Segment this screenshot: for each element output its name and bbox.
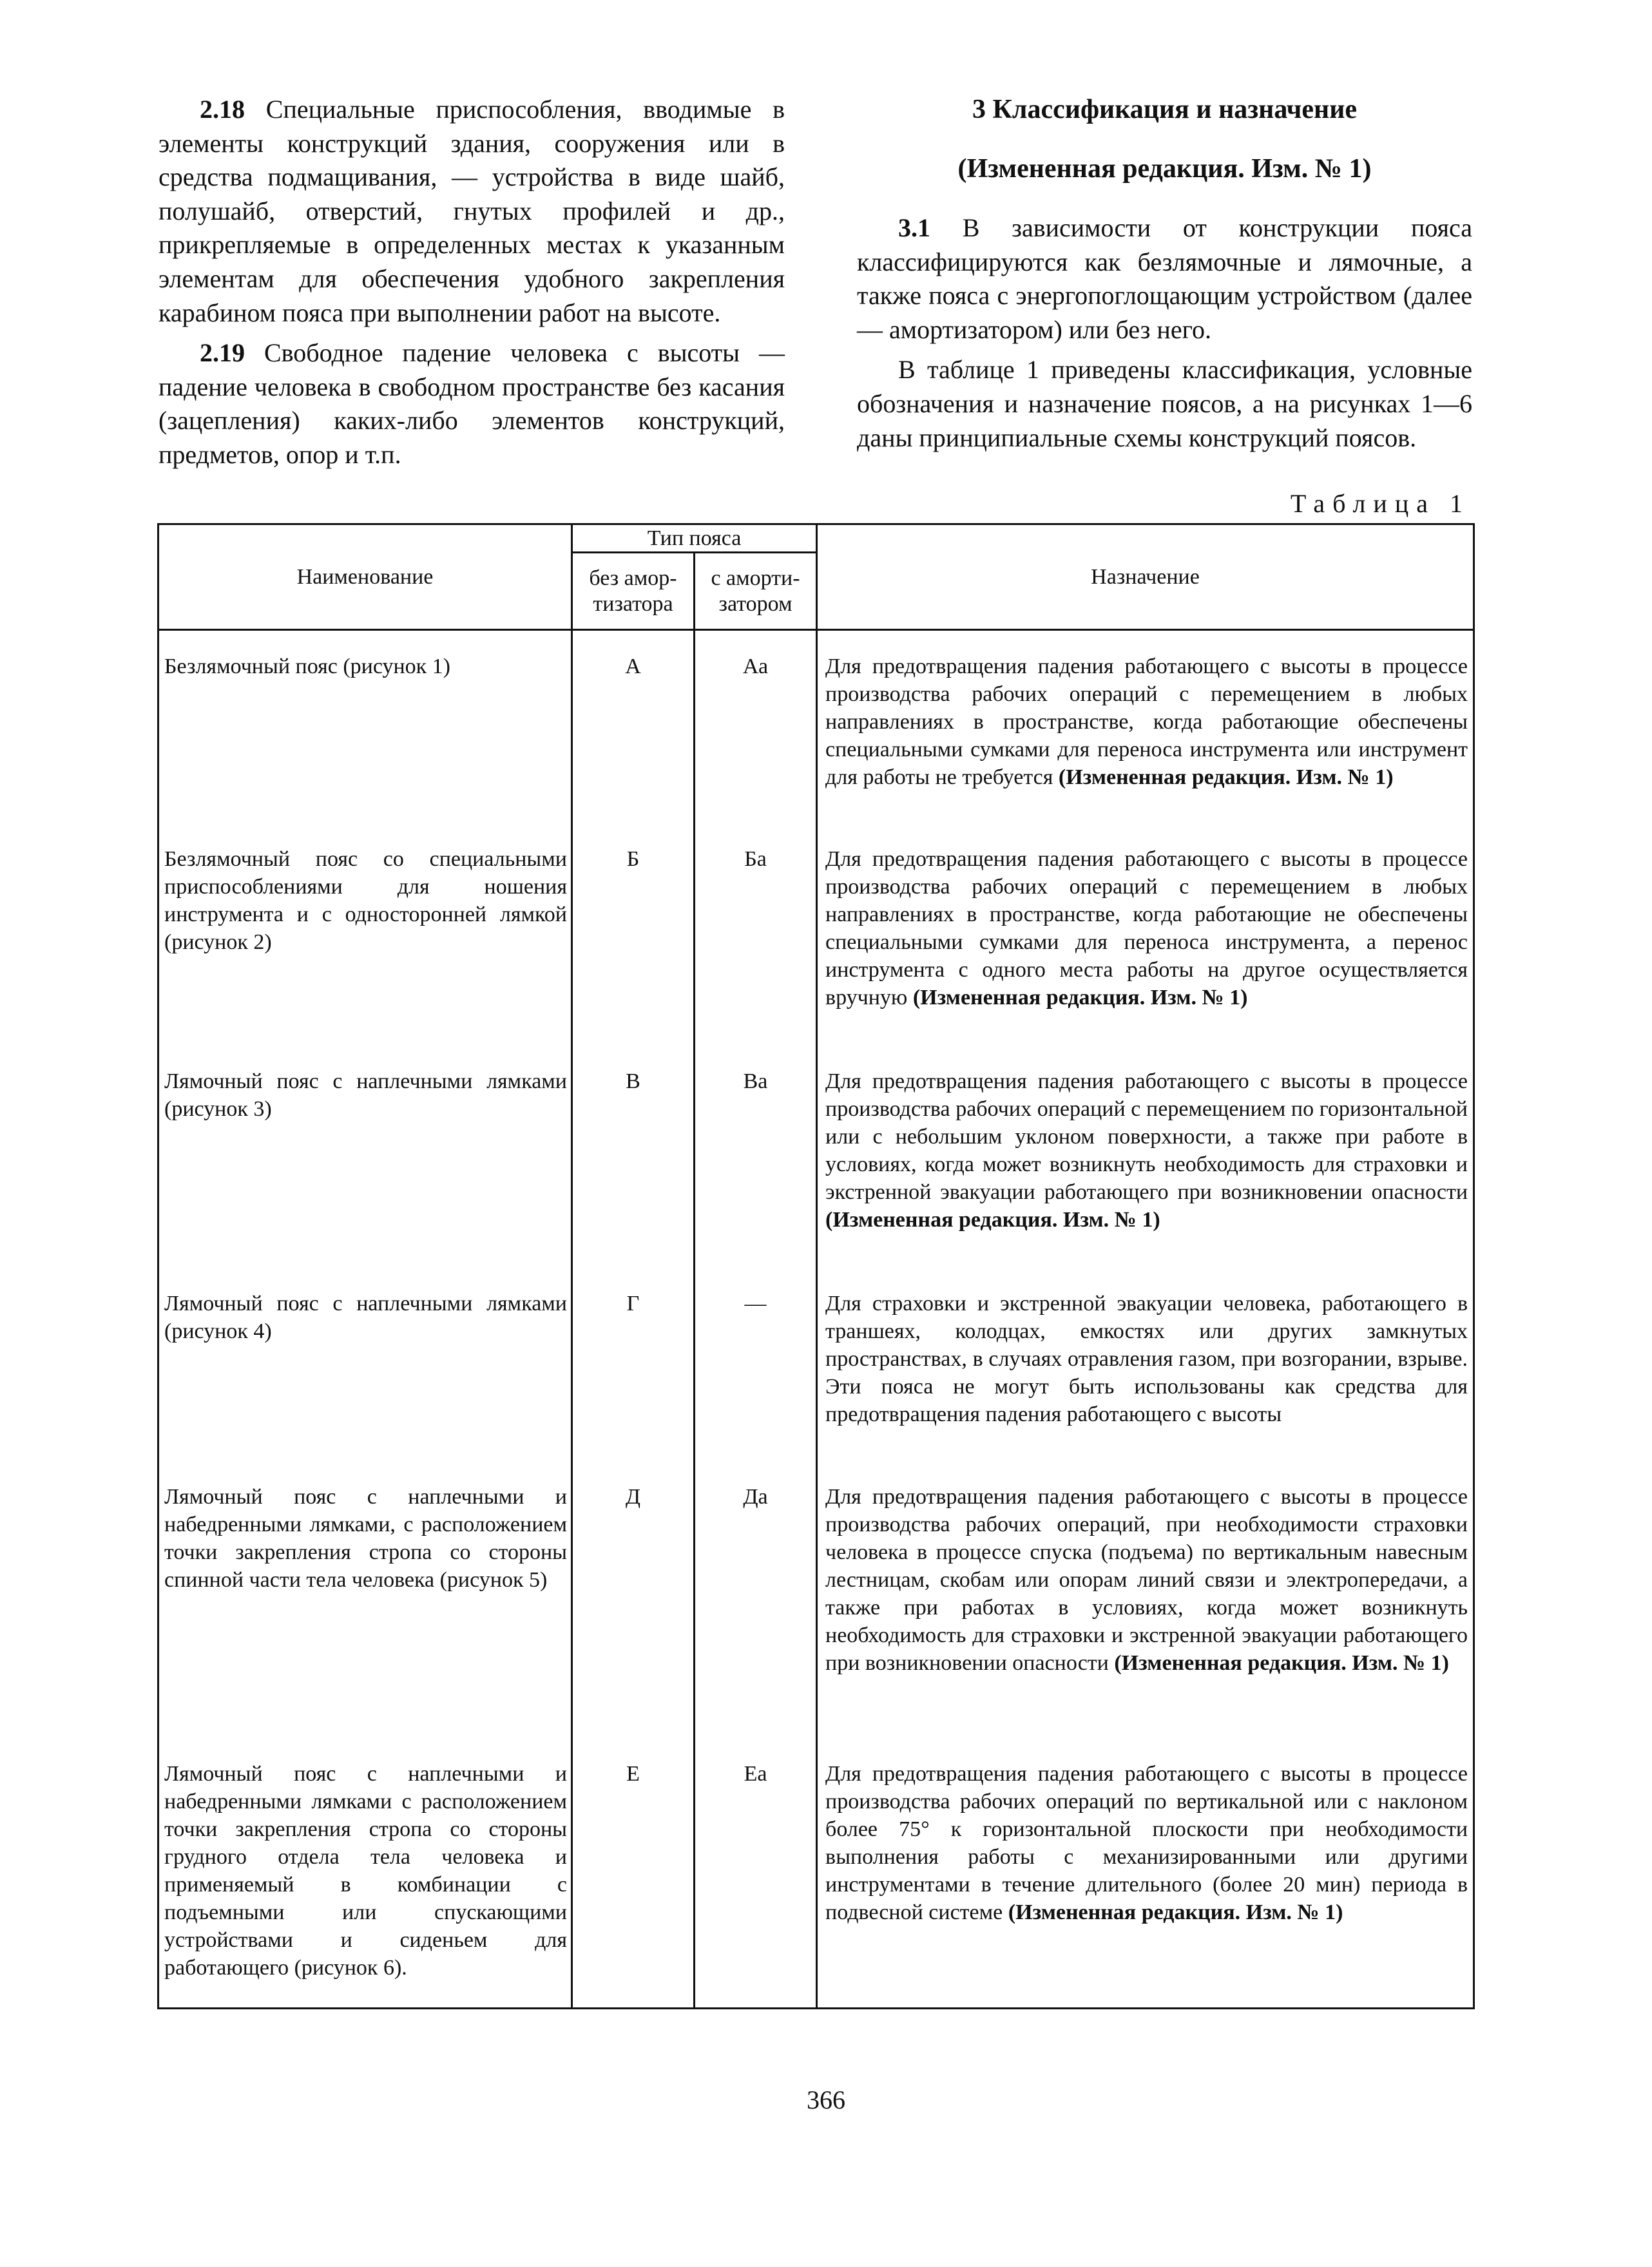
code-with-absorber: Еа — [695, 1738, 817, 2009]
code-with-absorber: Аа — [695, 630, 817, 823]
clause-text: Свободное падение человека с высоты — падение человека в свободном пространстве без касания (зацепления) каких-либо элементов конструкций, предметов, опор и т.п. — [158, 338, 785, 469]
belt-name: Лямочный пояс с наплечными лямками (рисунок 4) — [158, 1268, 572, 1461]
belt-purpose — [817, 823, 1474, 1046]
code-with-absorber: Да — [695, 1461, 817, 1738]
header-purpose: Назначение — [817, 524, 1474, 630]
header-name: Наименование — [158, 524, 572, 630]
code-with-absorber: Ба — [695, 823, 817, 1046]
code-without-absorber: Б — [572, 823, 695, 1046]
amendment-note: (Измененная редакция. Изм. № 1) — [1058, 765, 1394, 789]
clause-number: 2.19 — [200, 338, 245, 368]
belt-purpose — [817, 1268, 1474, 1461]
code-without-absorber: Д — [572, 1461, 695, 1738]
page-number: 366 — [807, 2085, 845, 2114]
table-row — [158, 823, 1474, 1046]
amendment-note: (Измененная редакция. Изм. № 1) — [912, 985, 1248, 1009]
clause-number: 3.1 — [898, 213, 930, 242]
table-row — [158, 1461, 1474, 1738]
code-without-absorber: Г — [572, 1268, 695, 1461]
left-column — [158, 93, 785, 472]
purpose-text: Для предотвращения падения работающего с высоты в процессе производства рабочих операций с перемещением в любых направлениях в пространстве, когда работающие не обеспечены специальными сумками для переноса инструмента, а перенос инструмента с одного места работы на другое осуществляется вручную — [825, 847, 1468, 1009]
header-with-absorber: с аморти-затором — [695, 553, 817, 630]
right-column — [857, 93, 1472, 455]
belt-name: Безлямочный пояс со специальными приспособлениями для ношения инструмента и с односторонней лямкой (рисунок 2) — [158, 823, 572, 1046]
paragraph-2-19 — [158, 336, 785, 472]
table-row — [158, 1268, 1474, 1461]
clause-number: 2.18 — [200, 95, 245, 124]
purpose-text: Для страховки и экстренной эвакуации человека, работающего в траншеях, колодцах, емкостях или других замкнутых пространствах, в случаях отравления газом, при возгорании, взрыве. Эти пояса не могут быть использованы как средства для предотвращения падения работающего с высоты — [825, 1291, 1468, 1426]
header-type-group: Тип пояса — [572, 524, 817, 553]
table-row — [158, 1046, 1474, 1268]
clause-text: Специальные приспособления, вводимые в элементы конструкций здания, сооружения или в средства подмащивания, — устройства в виде шайб, полушайб, отверстий, гнутых профилей и др., прикрепляемые в определенных местах к указанным элементам для обеспечения удобного закрепления карабином пояса при выполнении работ на высоте. — [158, 95, 785, 327]
section-title: 3 Классификация и назначение — [972, 95, 1358, 124]
code-without-absorber: А — [572, 630, 695, 823]
clause-text: В зависимости от конструкции пояса классифицируются как безлямочные и лямочные, а также пояса с энергопоглощающим устройством (далее — амортизатором) или без него. — [857, 213, 1472, 344]
belt-name: Лямочный пояс с наплечными лямками (рисунок 3) — [158, 1046, 572, 1268]
belt-name: Безлямочный пояс (рисунок 1) — [158, 630, 572, 823]
belt-name: Лямочный пояс с наплечными и набедренными лямками с расположением точки закрепления стропа со стороны грудного отдела тела человека и применяемый в комбинации с подъемными или спускающими устройствами и сиденьем для работающего (рисунок 6). — [158, 1738, 572, 2009]
belt-purpose — [817, 1046, 1474, 1268]
purpose-text: Для предотвращения падения работающего с высоты в процессе производства рабочих операций с перемещением по горизонтальной или с небольшим уклоном поверхности, а также при работе в условиях, когда может возникнуть необходимость для страховки и экстренной эвакуации работающего при возникновении опасности — [825, 1069, 1468, 1204]
paragraph-2-18 — [158, 93, 785, 330]
table-row — [158, 1738, 1474, 2009]
paragraph-3-1 — [857, 211, 1472, 347]
amendment-note: (Измененная редакция. Изм. № 1) — [1008, 1900, 1343, 1924]
paragraph-table-intro: В таблице 1 приведены классификация, условные обозначения и назначение поясов, а на рисунках 1—6 даны принципиальные схемы конструкций поясов. — [857, 355, 1472, 452]
purpose-text: Для предотвращения падения работающего с высоты в процессе производства рабочих операций по вертикальной или с наклоном более 75° к горизонтальной плоскости при необходимости выполнения работы с механизированными или другими инструментами в течение длительного (более 20 мин) периода в подвесной системе — [825, 1761, 1468, 1924]
belt-purpose — [817, 1461, 1474, 1738]
header-without-absorber: без амор-тизатора — [572, 553, 695, 630]
purpose-text: Для предотвращения падения работающего с высоты в процессе производства рабочих операций, при необходимости страховки человека в процессе спуска (подъема) по вертикальным навесным лестницам, скобам или опорам линий связи и электропередачи, а также при работах в условиях, когда может возникнуть необходимость для страховки и экстренной эвакуации работающего при возникновении опасности — [825, 1484, 1468, 1675]
amendment-note: (Измененная редакция. Изм. № 1) — [1114, 1650, 1450, 1675]
table-row — [158, 630, 1474, 823]
section-subtitle: (Измененная редакция. Изм. № 1) — [957, 154, 1372, 184]
code-with-absorber: — — [695, 1268, 817, 1461]
table-caption: Таблица 1 — [1290, 489, 1470, 518]
belt-purpose — [817, 630, 1474, 823]
code-without-absorber: Е — [572, 1738, 695, 2009]
amendment-note: (Измененная редакция. Изм. № 1) — [825, 1207, 1160, 1232]
code-with-absorber: Ва — [695, 1046, 817, 1268]
purpose-text: Для предотвращения падения работающего с высоты в процессе производства рабочих операций с перемещением в любых направлениях в пространстве, когда работающие обеспечены специальными сумками для переноса инструмента или инструмент для работы не требуется — [825, 655, 1468, 789]
code-without-absorber: В — [572, 1046, 695, 1268]
belt-name: Лямочный пояс с наплечными и набедренными лямками, с расположением точки закрепления стропа со стороны спинной части тела человека (рисунок 5) — [158, 1461, 572, 1738]
classification-table — [157, 523, 1475, 2009]
belt-purpose — [817, 1738, 1474, 2009]
